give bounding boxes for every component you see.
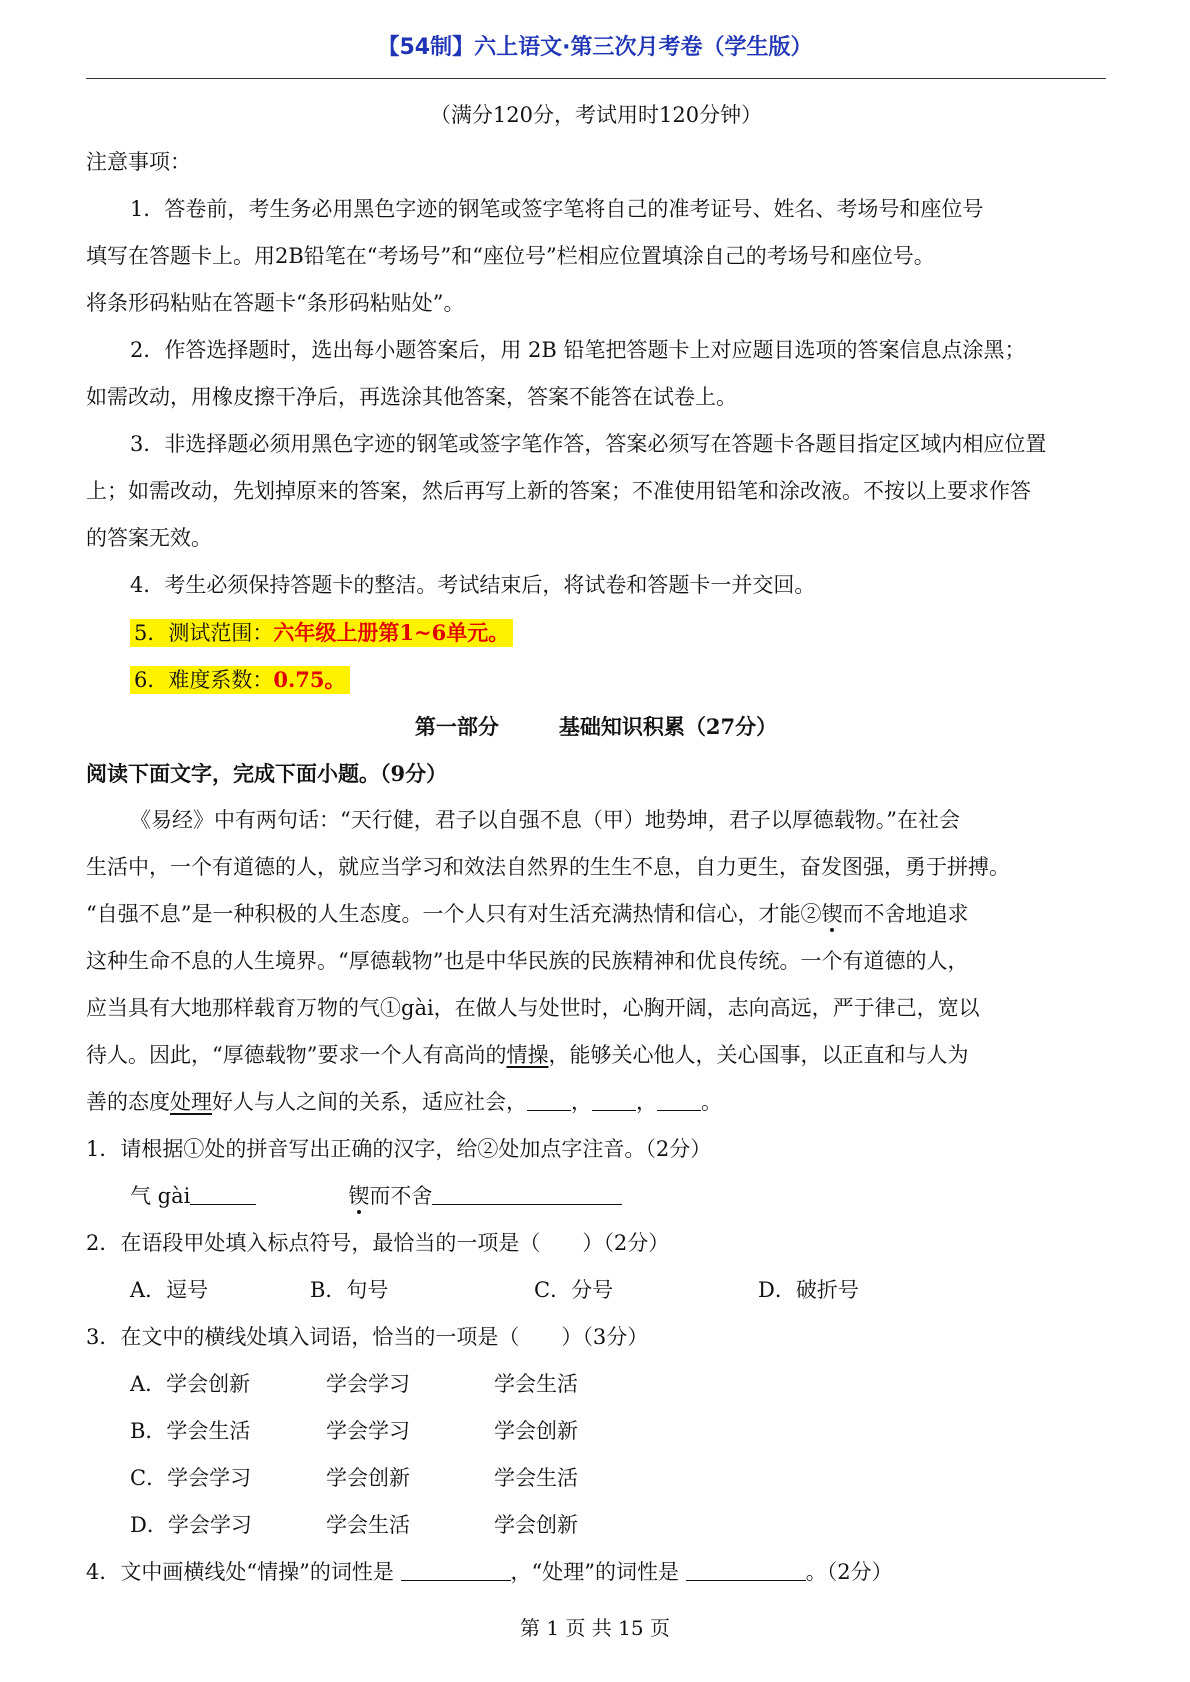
q1-b-blank[interactable]: [432, 1184, 622, 1205]
passage-line-4: 这种生命不息的人生境界。“厚德载物”也是中华民族的民族精神和优良传统。一个有道德的人，: [86, 949, 969, 973]
q2-option-d[interactable]: D．破折号: [758, 1278, 859, 1302]
passage-line-7: [86, 1079, 1106, 1126]
emphasis-dot-char: 锲: [821, 902, 843, 926]
note-6: [86, 656, 1106, 703]
q4-part-c: 。（2分）: [805, 1560, 893, 1584]
note-5-label: 5．测试范围：: [134, 621, 274, 645]
header-divider: [86, 78, 1106, 79]
passage-line-3-b: 而不舍地追求: [842, 902, 969, 926]
fill-blank-2[interactable]: [592, 1090, 636, 1111]
note-1-line-1: 1．答卷前，考生务必用黑色字迹的钢笔或签字笔将自己的准考证号、姓名、考场号和座位号: [130, 197, 984, 221]
q3-a-word-3: 学会生活: [494, 1372, 578, 1396]
q3-option-c[interactable]: [86, 1455, 1106, 1502]
note-6-value: 0.75。: [273, 667, 346, 692]
q4-part-a: 4．文中画横线处“情操”的词性是: [86, 1560, 394, 1584]
note-2-line-2: 如需改动，用橡皮擦干净后，再选涂其他答案，答案不能答在试卷上。: [86, 385, 737, 409]
passage-line-3: [86, 891, 1106, 938]
q3-stem: 3．在文中的横线处填入词语，恰当的一项是（ ）（3分）: [86, 1325, 649, 1349]
passage-line-7-b: 好人与人之间的关系，适应社会，: [212, 1090, 527, 1114]
section-1-part: 第一部分: [414, 714, 499, 739]
q1-b-label: 而不舍: [369, 1184, 433, 1208]
q3-option-d[interactable]: [86, 1502, 1106, 1549]
note-1-line-3: 将条形码粘贴在答题卡“条形码粘贴处”。: [86, 291, 465, 315]
section-1-name: 基础知识积累（27分）: [558, 714, 778, 739]
q2-option-c[interactable]: C．分号: [534, 1278, 614, 1302]
q4-blank-2[interactable]: [686, 1560, 806, 1581]
q3-c-word-3: 学会生活: [494, 1466, 578, 1490]
q4-part-b: ，“处理”的词性是: [510, 1560, 680, 1584]
comma-1: ，: [571, 1090, 592, 1114]
exam-meta: （满分120分，考试用时120分钟）: [429, 103, 763, 127]
q4-stem: [86, 1549, 1106, 1596]
passage-line-2: 生活中，一个有道德的人，就应当学习和效法自然界的生生不息，自力更生，奋发图强，勇于拼搏。: [86, 855, 1010, 879]
comma-2: ，: [636, 1090, 657, 1114]
q3-option-a[interactable]: [86, 1361, 1106, 1408]
q3-c-word-1: C．学会学习: [130, 1466, 252, 1490]
q3-a-word-1: A．学会创新: [130, 1372, 251, 1396]
q4-blank-1[interactable]: [401, 1560, 511, 1581]
q2-stem: 2．在语段甲处填入标点符号，最恰当的一项是（ ）（2分）: [86, 1231, 670, 1255]
note-6-highlight: [130, 666, 350, 694]
exam-content: [86, 92, 1106, 1596]
page-header-title: 【54制】六上语文·第三次月考卷（学生版）: [377, 35, 813, 60]
q1-a-label: 气 gài: [130, 1184, 191, 1208]
passage-line-1: 《易经》中有两句话：“天行健，君子以自强不息（甲）地势坤，君子以厚德载物。”在社会: [130, 808, 960, 832]
q1-b-dot-char: 锲: [348, 1184, 370, 1208]
passage-line-7-a: 善的态度: [86, 1090, 170, 1114]
q3-d-word-3: 学会创新: [494, 1513, 578, 1537]
note-3-line-2: 上；如需改动，先划掉原来的答案，然后再写上新的答案；不准使用铅笔和涂改液。不按以上要求作答: [86, 479, 1031, 503]
note-5-highlight: [130, 619, 513, 647]
q2-option-a[interactable]: A．逗号: [130, 1278, 209, 1302]
note-6-label: 6．难度系数：: [134, 668, 274, 692]
note-3-line-1: 3．非选择题必须用黑色字迹的钢笔或签字笔作答，答案必须写在答题卡各题目指定区域内相应位置: [130, 432, 1047, 456]
q2-option-b[interactable]: B．句号: [310, 1278, 389, 1302]
page-footer: 第 1 页 共 15 页: [520, 1616, 670, 1640]
q3-d-word-2: 学会生活: [326, 1513, 410, 1537]
q1-answers: [86, 1173, 1106, 1220]
passage-line-3-a: “自强不息”是一种积极的人生态度。一个人只有对生活充满热情和信心，才能②: [86, 902, 822, 926]
fill-blank-1[interactable]: [527, 1090, 571, 1111]
note-2-line-1: 2．作答选择题时，选出每小题答案后，用 2B 铅笔把答题卡上对应题目选项的答案信息点涂黑；: [130, 338, 1026, 362]
passage-line-6: [86, 1032, 1106, 1079]
note-5-value: 六年级上册第1~6单元。: [273, 620, 510, 645]
underlined-word-qingcao: 情操: [506, 1043, 549, 1067]
section-1-title: [86, 703, 1106, 750]
q3-b-word-2: 学会学习: [326, 1419, 410, 1443]
reading-instruction: 阅读下面文字，完成下面小题。（9分）: [86, 761, 448, 786]
notes-heading: 注意事项：: [86, 150, 191, 174]
q3-option-b[interactable]: [86, 1408, 1106, 1455]
q1-stem: 1．请根据①处的拼音写出正确的汉字，给②处加点字注音。（2分）: [86, 1137, 712, 1161]
q1-a-blank[interactable]: [190, 1184, 256, 1205]
passage-line-6-b: ，能够关心他人，关心国事，以正直和与人为: [548, 1043, 969, 1067]
note-3-line-3: 的答案无效。: [86, 526, 212, 550]
q3-d-word-1: D．学会学习: [130, 1513, 252, 1537]
passage-line-6-a: 待人。因此，“厚德载物”要求一个人有高尚的: [86, 1043, 507, 1067]
q3-b-word-1: B．学会生活: [130, 1419, 251, 1443]
q3-c-word-2: 学会创新: [326, 1466, 410, 1490]
q3-b-word-3: 学会创新: [494, 1419, 578, 1443]
passage-line-5: 应当具有大地那样载育万物的气①gài，在做人与处世时，心胸开阔，志向高远，严于律己，宽以: [86, 996, 980, 1020]
note-1-line-2: 填写在答题卡上。用2B铅笔在“考场号”和“座位号”栏相应位置填涂自己的考场号和座位号。: [86, 244, 935, 268]
q2-options: [86, 1267, 1106, 1314]
fill-blank-3[interactable]: [657, 1090, 701, 1111]
note-5: [86, 609, 1106, 656]
note-4: 4．考生必须保持答题卡的整洁。考试结束后，将试卷和答题卡一并交回。: [130, 573, 816, 597]
period: 。: [701, 1090, 722, 1114]
underlined-word-chuli: 处理: [170, 1090, 212, 1114]
q3-a-word-2: 学会学习: [326, 1372, 410, 1396]
